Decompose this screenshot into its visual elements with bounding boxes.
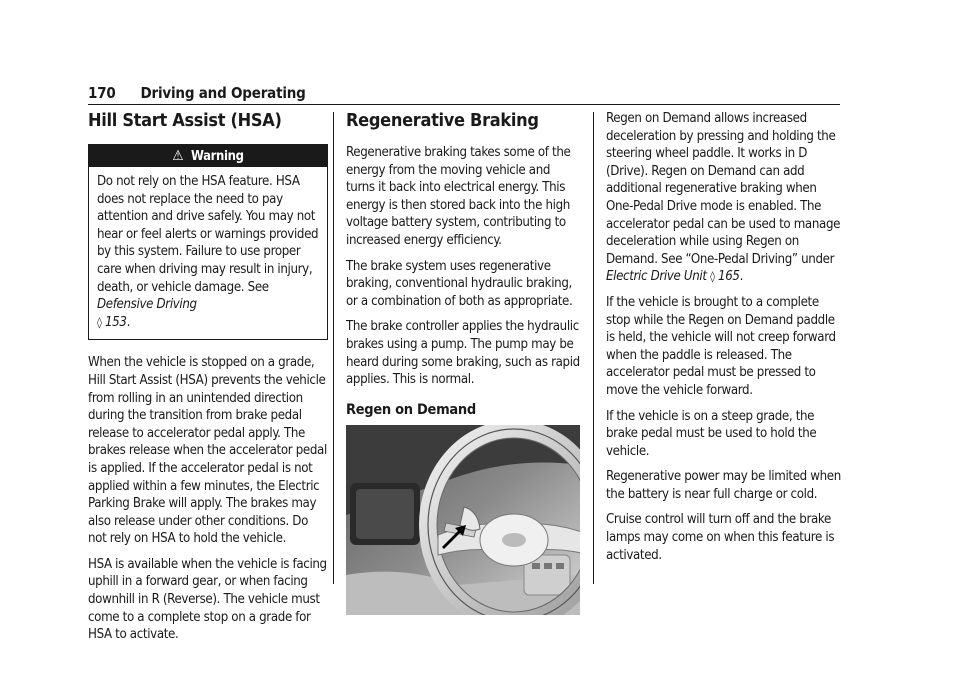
- paragraph: The brake system uses regenerative braking, conventional hydraulic braking, or a combination of both as appropriate.: [346, 258, 573, 309]
- paragraph: If the vehicle is brought to a complete stop while the Regen on Demand paddle is held, the vehicle will not creep forward when the paddle is released. The accelerator pedal must be pressed to move the vehicle forward.: [606, 294, 836, 398]
- page-reference[interactable]: 165: [718, 269, 740, 285]
- section-heading-regen: Regenerative Braking: [346, 110, 539, 131]
- warning-text: Do not rely on the HSA feature. HSA does not replace the need to pay attention and drive safely. You may not hear or feel alerts or warnings provided by this system. Failure to use proper care when driving may result in injury, death, or vehicle damage. See: [97, 174, 319, 295]
- page-ref-arrow-icon: ◊: [710, 270, 715, 284]
- paragraph: HSA is available when the vehicle is facing uphill in a forward gear, or when facing downhill in R (Reverse). The vehicle must come to a complete stop on a grade for HSA to activate.: [88, 556, 327, 643]
- section-title: Driving and Operating: [140, 84, 306, 102]
- paragraph: The brake controller applies the hydraulic brakes using a pump. The pump may be heard during some braking, such as rapid applies. This is normal.: [346, 319, 580, 388]
- paragraph: Regenerative power may be limited when the battery is near full charge or cold.: [606, 469, 841, 502]
- cross-reference-link[interactable]: Electric Drive Unit: [606, 269, 707, 285]
- paragraph: Regenerative braking takes some of the energy from the moving vehicle and turns it back into electrical energy. This energy is then stored back into the high voltage battery system, contributing to increased energy efficiency.: [346, 145, 571, 248]
- warning-box: [88, 144, 328, 340]
- page-reference[interactable]: 153: [104, 314, 127, 330]
- warning-label: Warning: [191, 149, 244, 164]
- page-ref-arrow-icon: ◊: [97, 315, 102, 329]
- subheading-regen-on-demand: Regen on Demand: [346, 401, 476, 418]
- column-3: [606, 110, 842, 572]
- warning-body: Do not rely on the HSA feature. HSA does not replace the need to pay attention and drive safely. You may not hear or feel alerts or warnings provided by this system. Failure to use proper care when driving may result in injury, death, or vehicle damage. See Defensive Driving ◊ 153.: [97, 174, 319, 330]
- column-divider: [593, 112, 594, 584]
- warning-header: [89, 145, 327, 167]
- paragraph: Regen on Demand allows increased deceleration by pressing and holding the steering wheel paddle. It works in D (Drive). Regen on Demand can add additional regenerative braking when One-Pedal Drive mode is enabled. The accelerator pedal can be used to manage deceleration while using Regen on Demand. See “One-Pedal Driving” under Electric Drive Unit ◊ 165.: [606, 111, 841, 285]
- section-heading-hsa: Hill Start Assist (HSA): [88, 110, 282, 131]
- page-header: [88, 84, 840, 105]
- warning-icon: ⚠: [172, 148, 184, 164]
- column-divider: [333, 112, 334, 584]
- paragraph: If the vehicle is on a steep grade, the brake pedal must be used to hold the vehicle.: [606, 408, 817, 459]
- paragraph: When the vehicle is stopped on a grade, Hill Start Assist (HSA) prevents the vehicle from rolling in an unintended direction during the transition from brake pedal release to accelerator pedal apply. The brakes release when the accelerator pedal is applied. If the accelerator pedal is not applied within a few minutes, the Electric Parking Brake will apply. The brakes may also release under other conditions. Do not rely on HSA to hold the vehicle.: [88, 355, 327, 547]
- cross-reference-link[interactable]: Defensive Driving: [97, 297, 197, 313]
- paragraph: Cruise control will turn off and the brake lamps may come on when this feature is activated.: [606, 512, 835, 563]
- column-2: [346, 110, 580, 615]
- page-number: 170: [88, 84, 116, 102]
- column-1: [88, 110, 328, 652]
- steering-wheel-paddle-illustration: [346, 425, 580, 615]
